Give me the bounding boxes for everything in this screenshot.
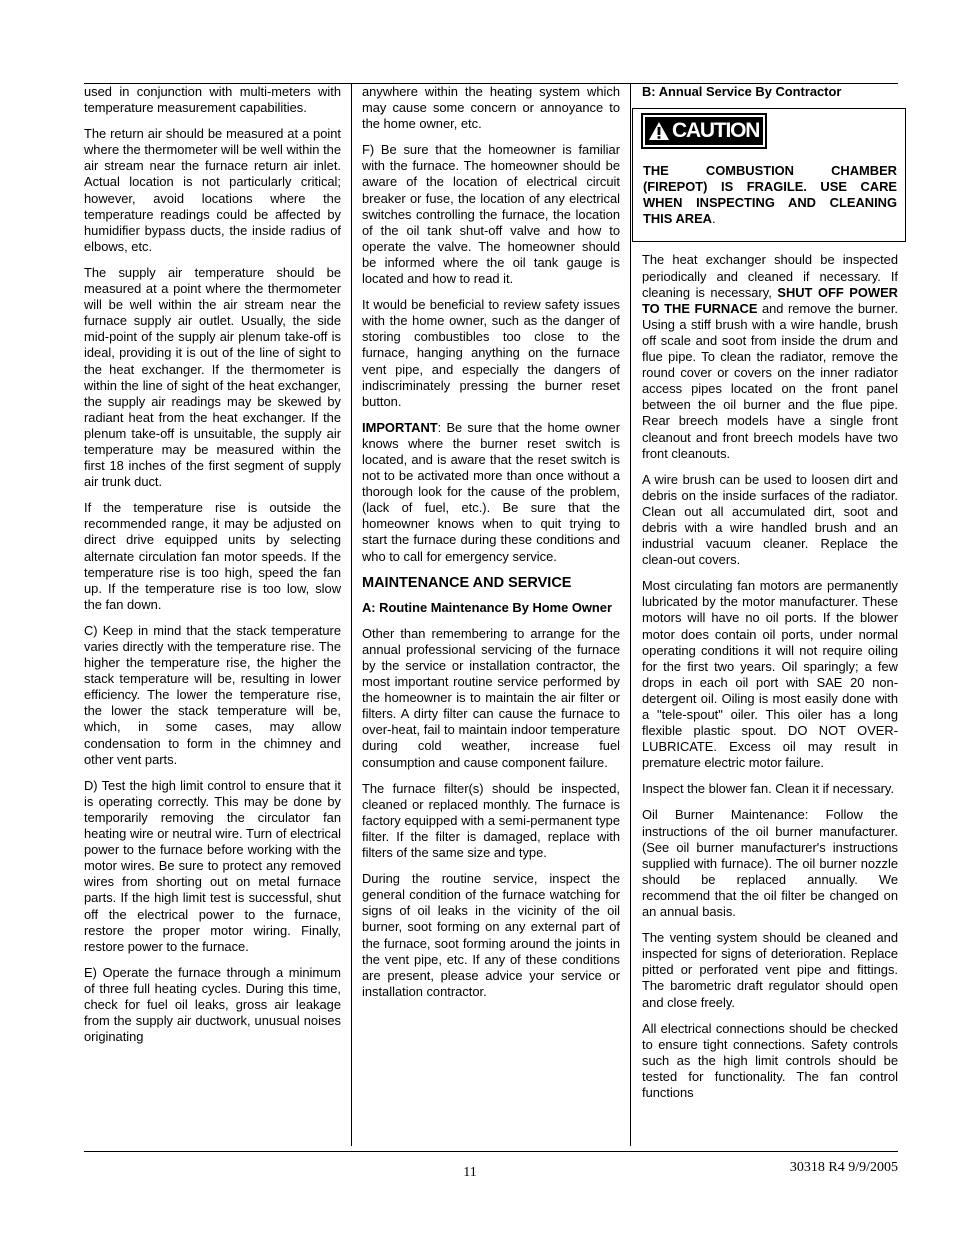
column-divider-2 [630, 83, 631, 1146]
caution-box [632, 108, 906, 242]
document-id: 30318 R4 9/9/2005 [789, 1160, 898, 1175]
subsection-heading: B: Annual Service By Contractor [642, 84, 842, 99]
paragraph: E) Operate the furnace through a minimum of three full heating cycles. During this time, check for fuel oil leaks, gross air leakage from the supply air ductwork, unusual noises originating [84, 964, 341, 1045]
caution-logo [641, 113, 767, 149]
paragraph: The furnace filter(s) should be inspected, cleaned or replaced monthly. The furnace is factory equipped with a semi-permanent type filter. If the filter is damaged, replace with filters of the same size and type. [362, 780, 620, 861]
column-1 [84, 84, 341, 1055]
paragraph: The supply air temperature should be measured at a point where the thermometer will be well within the air stream near the furnace supply air outlet. Usually, the side mid-point of the supply air plenum take-off is ideal, providing it is out of the line of sight to the heat exchanger. If the thermometer is within the line of sight of the heat exchanger, the supply air readings may be skewed by radiant heat from the heat exchanger. If the plenum take-off is unsuitable, the supply air temperature may be measured within the first 18 inches of the first segment of supply air trunk duct. [84, 264, 341, 490]
paragraph: C) Keep in mind that the stack temperature varies directly with the temperature rise. The higher the temperature rise, the higher the stack temperature will be, resulting in lower efficiency. The lower the temperature rise, the lower the stack temperature will be, which, in some cases, may allow condensation to form in the chimney and other vent parts. [84, 622, 341, 767]
shut-off-warning: SHUT OFF POWER TO THE FURNACE [642, 284, 898, 316]
column-3 [642, 84, 898, 1111]
paragraph: Most circulating fan motors are permanently lubricated by the motor manufacturer. These motors will have no oil ports. If the blower motor does contain oil ports, under normal operating conditions it will not require oiling for the first two years. Oil sparingly; a few drops in each oil port with SAE 20 non-detergent oil. Oiling is most easily done with a "tele-spout" oiler. This oiler has a long flexible plastic spout. DO NOT OVER-LUBRICATE. Excess oil may result in premature electric motor failure. [642, 578, 898, 771]
column-divider-1 [351, 83, 352, 1146]
paragraph: The heat exchanger should be inspected periodically and cleaned if necessary. If cleaning is necessary, SHUT OFF POWER TO THE FURNACE and remove the burner. Using a stiff brush with a wire handle, brush off scale and soot from inside the drum and flue pipe. To clean the radiator, remove the round cover or covers on the inner radiator access pipes located on the front panel between the oil burner and the flue pipe. Rear breech models have a single front cleanout and front breech models have two front cleanouts. [642, 252, 898, 461]
paragraph: The venting system should be cleaned and inspected for signs of deterioration. Replace pitted or perforated vent pipe and fittings. The barometric draft regulator should open and close freely. [642, 930, 898, 1010]
paragraph: Other than remembering to arrange for the annual professional servicing of the furnace by the service or installation contractor, the most important routine service performed by the homeowner is to maintain the air filter or filters. A dirty filter can cause the furnace to over-heat, fail to maintain indoor temperature during cold weather, increase fuel consumption and cause component failure. [362, 625, 620, 770]
important-label: IMPORTANT [362, 419, 438, 435]
paragraph: The return air should be measured at a point where the thermometer will be well within the air stream near the furnace return air inlet. Actual location is not particularly critical; however, avoid locations where the temperature readings could be affected by humidifier bypass ducts, the inside radius of elbows, etc. [84, 126, 341, 254]
section-heading: MAINTENANCE AND SERVICE [362, 574, 572, 591]
paragraph: Oil Burner Maintenance: Follow the instructions of the oil burner manufacturer. (See oil burner manufacturer's instructions supplied with furnace). The oil burner nozzle should be replaced annually. We recommend that the oil filter be changed on an annual basis. [642, 807, 898, 920]
paragraph: Inspect the blower fan. Clean it if necessary. [642, 781, 894, 797]
important-text: : Be sure that the home owner knows where the burner reset switch is located, and is aware that the reset switch is not to be activated more than once without a thorough look for the cause of the problem, (lack of fuel, etc.). Be sure that the homeowner knows when to quit trying to start the furnace during these conditions and who to call for emergency service. [362, 419, 620, 564]
paragraph: D) Test the high limit control to ensure that it is operating correctly. This may be done by temporarily removing the circulator fan heating wire or neutral wire. Turn of electrical power to the furnace before working with the motor wires. Be sure to protect any removed wires from shorting out on metal furnace parts. If the high limit test is successful, shut off the electrical power to the furnace, restore the proper motor wiring. Finally, restore power to the furnace. [84, 777, 341, 954]
caution-message: THE COMBUSTION CHAMBER (FIREPOT) IS FRAGILE. USE CARE WHEN INSPECTING AND CLEANING THIS AREA. [643, 163, 897, 227]
page-number: 11 [463, 1165, 477, 1180]
warning-triangle-icon [648, 121, 670, 141]
paragraph: If the temperature rise is outside the recommended range, it may be adjusted on direct drive equipped units by selecting alternate circulation fan motor speeds. If the temperature rise is too high, speed the fan up. If the temperature rise is too low, slow the fan down. [84, 500, 341, 612]
paragraph: A wire brush can be used to loosen dirt and debris on the inside surfaces of the radiator. Clean out all accumulated dirt, soot and debris with a wire handled brush and an industrial vacuum cleaner. Replace the clean-out covers. [642, 471, 898, 568]
paragraph: used in conjunction with multi-meters with temperature measurement capabilities. [84, 84, 341, 116]
subsection-heading: A: Routine Maintenance By Home Owner [362, 599, 612, 615]
caution-label: CAUTION [672, 119, 760, 143]
paragraph: During the routine service, inspect the general condition of the furnace watching for signs of oil leaks in the vicinity of the oil burner, soot forming on any external part of the furnace, soot forming around the joints in the vent pipe, etc. If any of these conditions are present, please advice your service or installation contractor. [362, 871, 620, 999]
paragraph: anywhere within the heating system which may cause some concern or annoyance to the home owner, etc. [362, 84, 620, 132]
paragraph: All electrical connections should be checked to ensure tight connections. Safety controls such as the high limit controls should be tested for functionality. The fan control functions [642, 1020, 898, 1100]
paragraph: F) Be sure that the homeowner is familiar with the furnace. The homeowner should be aware of the location of electrical circuit breaker or fuse, the location of any electrical switches controlling the furnace, the location of the oil tank shut-off valve and how to operate the valve. The homeowner should be informed where the oil tank gauge is located and how to read it. [362, 142, 620, 287]
bottom-rule [84, 1151, 898, 1152]
paragraph: It would be beneficial to review safety issues with the home owner, such as the danger of storing combustibles too close to the furnace, hanging anything on the furnace vent pipe, and especially the dangers of indiscriminately pressing the burner reset button. [362, 297, 620, 409]
column-2 [362, 84, 620, 1010]
important-paragraph [362, 420, 620, 565]
